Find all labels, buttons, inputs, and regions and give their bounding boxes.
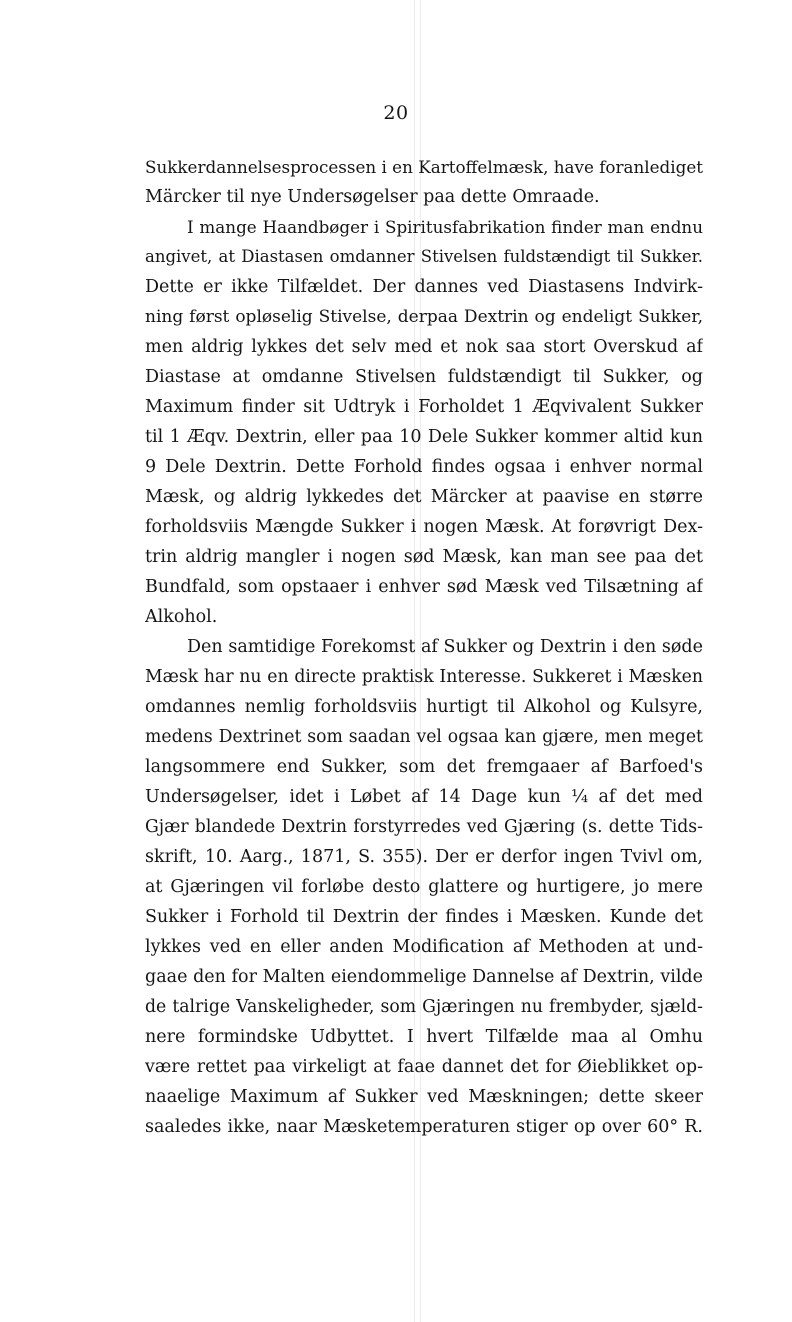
text-line: være rettet paa virkeligt at faae dannet det for Øieblikket op- bbox=[145, 1057, 703, 1077]
text-line: ning først opløselig Stivelse, derpaa Dextrin og endeligt Sukker, bbox=[145, 307, 703, 327]
text-line: I mange Haandbøger i Spiritusfabrikation finder man endnu bbox=[187, 217, 703, 237]
text-line: Maximum finder sit Udtryk i Forholdet 1 Æqvivalent Sukker bbox=[145, 397, 703, 417]
text-line: Diastase at omdanne Stivelsen fuldstændigt til Sukker, og bbox=[145, 367, 703, 387]
text-line: Sukkerdannelsesprocessen i en Kartoffelmæsk, have foranlediget bbox=[145, 157, 703, 177]
paragraph-3 bbox=[145, 632, 703, 1142]
text-line: men aldrig lykkes det selv med et nok saa stort Overskud af bbox=[145, 337, 703, 357]
text-line: de talrige Vanskeligheder, som Gjæringen nu frembyder, sjæld- bbox=[145, 997, 703, 1017]
text-line: medens Dextrinet som saadan vel ogsaa kan gjære, men meget bbox=[145, 727, 703, 747]
text-line: Undersøgelser, idet i Løbet af 14 Dage kun ¼ af det med bbox=[145, 787, 703, 807]
text-line: langsommere end Sukker, som det fremgaaer af Barfoed's bbox=[145, 757, 703, 777]
text-line: Sukker i Forhold til Dextrin der findes i Mæsken. Kunde det bbox=[145, 907, 703, 927]
text-line: gaae den for Malten eiendommelige Dannelse af Dextrin, vilde bbox=[145, 967, 703, 987]
text-line: Den samtidige Forekomst af Sukker og Dextrin i den søde bbox=[187, 637, 703, 657]
text-line: saaledes ikke, naar Mæsketemperaturen stiger op over 60° R. bbox=[145, 1117, 703, 1137]
text-line: Märcker til nye Undersøgelser paa dette Omraade. bbox=[145, 187, 600, 207]
text-line: Alkohol. bbox=[145, 607, 218, 627]
text-line: at Gjæringen vil forløbe desto glattere og hurtigere, jo mere bbox=[145, 877, 703, 897]
text-line: Dette er ikke Tilfældet. Der dannes ved Diastasens Indvirk- bbox=[145, 277, 703, 297]
text-line: forholdsviis Mængde Sukker i nogen Mæsk. At forøvrigt Dex- bbox=[145, 517, 703, 537]
text-line: lykkes ved en eller anden Modification af Methoden at und- bbox=[145, 937, 703, 957]
text-line: omdannes nemlig forholdsviis hurtigt til Alkohol og Kulsyre, bbox=[145, 697, 703, 717]
text-line: nere formindske Udbyttet. I hvert Tilfælde maa al Omhu bbox=[145, 1027, 703, 1047]
paragraph-1 bbox=[145, 152, 703, 212]
text-line: naaelige Maximum af Sukker ved Mæskningen; dette skeer bbox=[145, 1087, 703, 1107]
text-line: Mæsk, og aldrig lykkedes det Märcker at paavise en større bbox=[145, 487, 703, 507]
text-line: 9 Dele Dextrin. Dette Forhold findes ogsaa i enhver normal bbox=[145, 457, 703, 477]
text-line: Bundfald, som opstaaer i enhver sød Mæsk ved Tilsætning af bbox=[145, 577, 703, 597]
text-line: skrift, 10. Aarg., 1871, S. 355). Der er derfor ingen Tvivl om, bbox=[145, 847, 703, 867]
text-line: trin aldrig mangler i nogen sød Mæsk, kan man see paa det bbox=[145, 547, 703, 567]
text-line: Mæsk har nu en directe praktisk Interesse. Sukkeret i Mæsken bbox=[145, 667, 703, 687]
body-text bbox=[145, 152, 703, 1142]
paragraph-2 bbox=[145, 212, 703, 632]
text-line: Gjær blandede Dextrin forstyrredes ved Gjæring (s. dette Tids- bbox=[145, 817, 703, 837]
text-line: til 1 Æqv. Dextrin, eller paa 10 Dele Sukker kommer altid kun bbox=[145, 427, 703, 447]
text-line: angivet, at Diastasen omdanner Stivelsen fuldstændigt til Sukker. bbox=[145, 247, 703, 266]
page-number: 20 bbox=[383, 102, 409, 124]
